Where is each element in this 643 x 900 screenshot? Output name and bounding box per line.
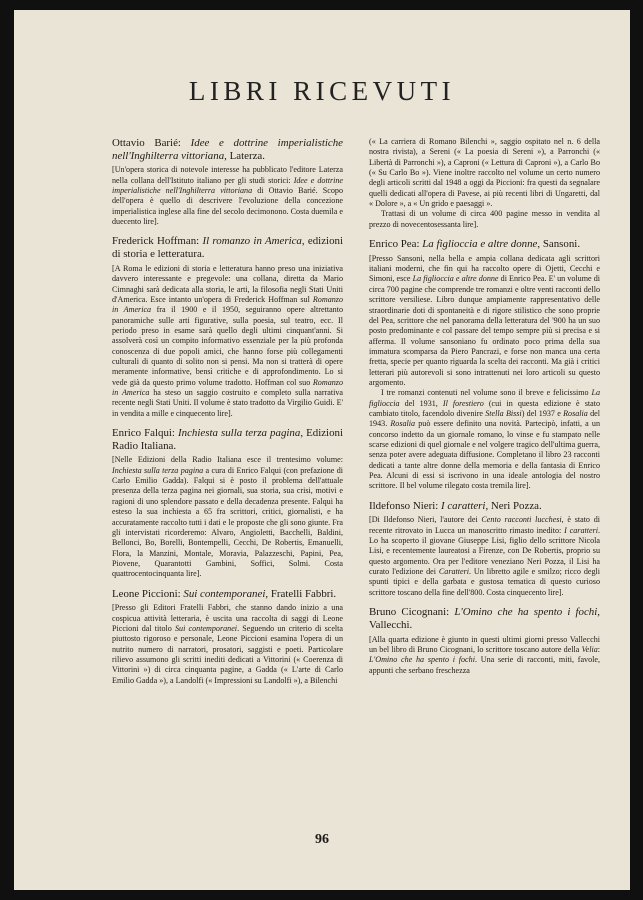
text-run: [Presso Sansoni, nella bella e ampia collana dedicata agli scrittori italiani moderni, che fin qui ha raccolto opere di Ojetti, Cecchi e Simoni, esce bbox=[369, 253, 600, 284]
entry-heading bbox=[369, 238, 600, 251]
text-run: [Nelle Edizioni della Radio Italiana esce il trentesimo volume: bbox=[112, 455, 343, 465]
book-entry bbox=[369, 238, 600, 492]
heading-colon: : bbox=[435, 499, 441, 512]
entry-description bbox=[112, 264, 343, 419]
entry-description bbox=[369, 635, 600, 676]
text-run: (« La carriera di Romano Bilenchi », saggio ospitato nel n. 6 della nostra rivista), a Sereni (« La poesia di Sereni »), a Parronchi (« Libertà di Parronchi »), a Caproni (« Lettura di Caproni »), a Carlo Bo (« Su Carlo Bo »). Viene inoltre raccolto nel volume un certo numero degli articoli scritti dal 1948 a oggi da Piccioni: fra questi da segnalare quelli dedicati all'opera di Pavese, ai più recenti libri di Ungaretti, dal « Dolore », a « Un grido e paesaggi ». bbox=[369, 137, 600, 209]
entry-description bbox=[369, 388, 600, 491]
text-run: ) del 1937 e bbox=[521, 408, 564, 418]
italic-title: Idee e dottrine imperialistiche nell'Inghilterra vittoriana bbox=[112, 175, 344, 196]
heading-colon: : bbox=[416, 238, 423, 251]
italic-title: Caratteri bbox=[438, 567, 470, 577]
text-run: [Presso gli Editori Fratelli Fabbri, che stanno dando inizio a una cospicua attività letteraria, è uscita una raccolta di saggi di Leone Piccioni dal titolo bbox=[112, 603, 343, 633]
continued-entry bbox=[369, 137, 600, 230]
italic-title: I caratteri bbox=[564, 525, 598, 535]
book-page bbox=[14, 10, 630, 890]
heading-comma: , bbox=[485, 499, 491, 512]
entry-heading bbox=[369, 500, 600, 513]
heading-comma: , bbox=[300, 427, 307, 440]
entry-publisher: edizioni di storia e letteratura. bbox=[112, 235, 343, 261]
text-run: . Lo ha scoperto il giovane Giuseppe Lisi, figlio dello scrittore Nicola Lisi, e recentemente laureatosi a Firenze, con De Robertis, proprio su questo argomento. Ora per l'editore veneziano Neri Pozza, il Lisi ha curato l'edizione dei bbox=[369, 525, 601, 577]
entry-description bbox=[369, 515, 600, 598]
entry-title: La figlioccia e altre donne bbox=[422, 238, 538, 251]
text-run: ha steso un saggio costruito e completo sulla narrativa recente negli Stati Uniti. Il volume è stato tradotto da Virgilio Guidi. E' in vendita a mille e cinquecento lire]. bbox=[112, 388, 344, 418]
text-run: di Ottavio Barié. Scopo dell'opera è quello di descrivere l'evoluzione della concezione imperialistica inglese alla fine del secolo decimonono. Costa duemila e duecento lire]. bbox=[112, 186, 343, 227]
text-run: [Un'opera storica di notevole interesse ha pubblicato l'editore Laterza nella collana dell'Istituto italiano per gli studi storici: bbox=[112, 165, 343, 185]
text-run: . Seguendo un criterio di scelta piuttosto rigoroso e personale, Leone Piccioni esamina l'opera di un nutrito numero di narratori, prosatori, saggisti e poeti. Particolare rilievo assumono gli scritti inediti dedicati a Vittorini (« Coerenza di Vittorini ») di circa cinquanta pagine, a Gadda (« L'arte di Carlo Emilio Gadda »), a Landolfi (« Impressioni su Landolfi »), a Bilenchi bbox=[112, 623, 344, 685]
entry-publisher: Neri Pozza. bbox=[490, 499, 542, 512]
page-title: LIBRI RICEVUTI bbox=[188, 76, 456, 106]
text-run: . Un libretto agile e smilzo; ricco degli spunti tipici e della garbata e gustosa tematica di questo curioso scrittore toscano della fine dell'800. Costa cinquecento lire]. bbox=[369, 567, 601, 597]
entry-author: Enrico Falqui bbox=[112, 427, 172, 440]
entry-heading bbox=[112, 588, 343, 601]
entry-title: Sui contemporanei bbox=[183, 587, 266, 600]
heading-comma: , bbox=[537, 238, 543, 251]
entry-heading bbox=[112, 235, 343, 260]
text-run: del 1931, bbox=[399, 398, 443, 408]
text-run: [Di Ildefonso Nieri, l'autore dei bbox=[369, 515, 482, 525]
heading-comma: , bbox=[597, 606, 601, 619]
italic-title: Inchiesta sulla terza pagina bbox=[112, 465, 204, 475]
text-run: [A Roma le edizioni di storia e letteratura hanno preso una iniziativa davvero interessante e pregevole: una collana, diretta da Mario Cimnaghi sarà dedicata alla storia, le arti, la filosofia negli Stati Uniti d'America. Esce intanto un'opera di Frederick Hoffman sul bbox=[112, 263, 343, 304]
book-entry bbox=[369, 606, 600, 676]
entry-publisher: Edizioni Radio Italiana. bbox=[112, 427, 343, 452]
book-entry bbox=[112, 137, 343, 227]
text-run: di Enrico Pea. E' un volume di circa 700 pagine che comprende tre romanzi e oltre venti racconti dello scrittore versiliese. Libro dunque ampiamente rappresentativo delle straordinarie doti di spontaneità e di rigore stilistico che sono proprie del Pea, scrittore che nel panorama della letteratura del '900 ha un suo posto predominante e col passare del tempo sempre più si precisa e si afferma. Il volume sansoniano fu ordinato poco prima della sua immatura scomparsa da Piero Pancrazi, e forse non manca una certa fretta, specie per quanto riguarda la scelta dei racconti. Ma già i critici letterari più autorevoli si sono intrattenuti nei loro articoli su questo argomento. bbox=[369, 274, 600, 387]
italic-title: La figlioccia e altre donne bbox=[412, 274, 499, 284]
entry-author: Enrico Pea bbox=[369, 238, 417, 251]
heading-comma: , bbox=[301, 235, 308, 248]
heading-colon: : bbox=[446, 606, 455, 619]
text-run: I tre romanzi contenuti nel volume sono il breve e felicissimo bbox=[381, 388, 592, 398]
heading-colon: : bbox=[177, 587, 184, 600]
entry-publisher: Laterza. bbox=[229, 149, 265, 162]
entry-publisher: Fratelli Fabbri. bbox=[270, 587, 337, 600]
entry-description bbox=[369, 254, 600, 388]
entry-description bbox=[112, 455, 343, 579]
entry-publisher: Vallecchi. bbox=[369, 618, 413, 631]
book-entry bbox=[112, 427, 343, 580]
book-entry bbox=[369, 500, 600, 598]
text-run: (cui in questa edizione è stato cambiato titolo, facendolo divenire bbox=[369, 398, 600, 418]
text-run: . Una serie di racconti, miti, favole, appunti che serbano freschezza bbox=[369, 655, 600, 675]
entry-description bbox=[369, 209, 600, 230]
italic-title: Stella Bissi bbox=[485, 408, 522, 418]
italic-title: Il forestiero bbox=[442, 398, 484, 408]
book-entry bbox=[112, 235, 343, 419]
entry-title: Idee e dottrine imperialistiche nell'Inghilterra vittoriana bbox=[112, 137, 344, 162]
italic-title: Cento racconti lucchesi bbox=[481, 515, 562, 525]
italic-title: Sui contemporanei bbox=[175, 623, 238, 633]
entry-publisher: Sansoni. bbox=[542, 238, 581, 251]
italic-title: Rosalia bbox=[563, 408, 588, 418]
entry-title: Il romanzo in America bbox=[202, 235, 302, 248]
heading-colon: : bbox=[177, 137, 191, 149]
entry-heading bbox=[112, 427, 343, 452]
entry-description bbox=[112, 165, 343, 227]
italic-title: Velia bbox=[581, 644, 598, 654]
entry-description bbox=[112, 603, 343, 686]
italic-title: Romanzo in America bbox=[112, 377, 343, 397]
heading-colon: : bbox=[171, 427, 179, 440]
italic-title: La figlioccia bbox=[369, 388, 600, 408]
text-run: Trattasi di un volume di circa 400 pagine messo in vendita al prezzo di novecentosessanta lire]. bbox=[369, 209, 600, 229]
text-run: a cura di Enrico Falqui (con prefazione di Carlo Emilio Gadda). Falqui si è posto il problema dell'attuale presenza della terza pagina nei giornali, sua storia, sua crisi, motivi e ragioni di uno splendore passato e della decadenza presente. Falqui ha esteso la sua inchiesta a 65 fra scrittori, critici, giornalisti, e ha accuratamente raccolto tutti i dati e le proposte che gli sono giunte. Fra gli intervistati ricorderemo: Alvaro, Angioletti, Bacchelli, Baldini, Bellonci, Bo, Borelli, Bontempelli, Cecchi, De Robertis, Emanuelli, Flora, la Manzini, Montale, Moravia, Palazzeschi, Papini, Pea, Piovene, Quarantotti Gambini, Soffici, Solmi. Costa quattrocentocinquanta lire]. bbox=[112, 465, 344, 579]
entry-title: I caratteri bbox=[440, 499, 486, 512]
heading-comma: , bbox=[265, 587, 271, 600]
book-entry bbox=[112, 588, 343, 686]
text-run: [Alla quarta edizione è giunto in questi ultimi giorni presso Vallecchi un bel libro di Bruno Cicognani, lo scrittore toscano autore della bbox=[369, 634, 600, 654]
entry-author: Ottavio Barié bbox=[112, 137, 178, 149]
text-run: fra il 1900 e il 1950, seguiranno opere altrettanto panoramiche sulle arti figurative, sulla poesia, sul teatro, ecc. Il periodo preso in esame sarà quello degli ultimi cinquant'anni. Si assolverà così un compito informativo essenziale per la più profonda conoscenza di due popoli amici, che hanno forse più collegamenti culturali di quanto di solito non si pensi. Ma non si tratterà di opere meramente informative, bensì critiche e di approfondimento. Lo si vede già da questo primo volume tradotto. Hoffman col suo bbox=[112, 305, 343, 387]
entry-author: Leone Piccioni bbox=[112, 587, 178, 600]
text-run: : bbox=[597, 644, 600, 654]
entry-title: L'Omino che ha spento i fochi bbox=[454, 606, 598, 619]
italic-title: L'Omino che ha spento i fochi bbox=[369, 655, 475, 665]
entry-heading bbox=[369, 606, 600, 631]
heading-comma: , bbox=[224, 149, 230, 162]
entry-title: Inchiesta sulla terza pagina bbox=[178, 427, 301, 440]
right-column bbox=[369, 137, 600, 684]
entry-author: Bruno Cicognani bbox=[369, 606, 447, 619]
left-column bbox=[112, 137, 343, 694]
italic-title: Romanzo in America bbox=[112, 294, 343, 315]
text-run: del 1943. bbox=[369, 408, 600, 429]
text-run: , è stato di recente ritrovato in Lucca un manoscritto rimasto inedito: bbox=[369, 515, 600, 535]
entry-heading bbox=[112, 137, 343, 162]
heading-colon: : bbox=[196, 235, 203, 248]
page-number: 96 bbox=[315, 832, 329, 847]
italic-title: Rosalia bbox=[390, 419, 416, 429]
entry-description bbox=[369, 137, 600, 209]
entry-author: Ildefonso Nieri bbox=[369, 499, 436, 512]
entry-author: Frederick Hoffman bbox=[112, 235, 197, 248]
text-run: può essere definito una novità. Partecipò, infatti, a un concorso indetto da un giornale romano, lo vinse e fu stampato nelle scarse edizioni di quel giornale e nel volgere tragico dell'ultima guerra, senza poter avere adeguata diffusione. Completano il libro 23 racconti dedicati a tante altre donne della memoria e della fantasia di Enrico Pea. Alcuni di essi si iscrivono in una ideale antologia del nostro scrittore. Il bel volume rilegato costa tremila lire]. bbox=[369, 419, 600, 491]
